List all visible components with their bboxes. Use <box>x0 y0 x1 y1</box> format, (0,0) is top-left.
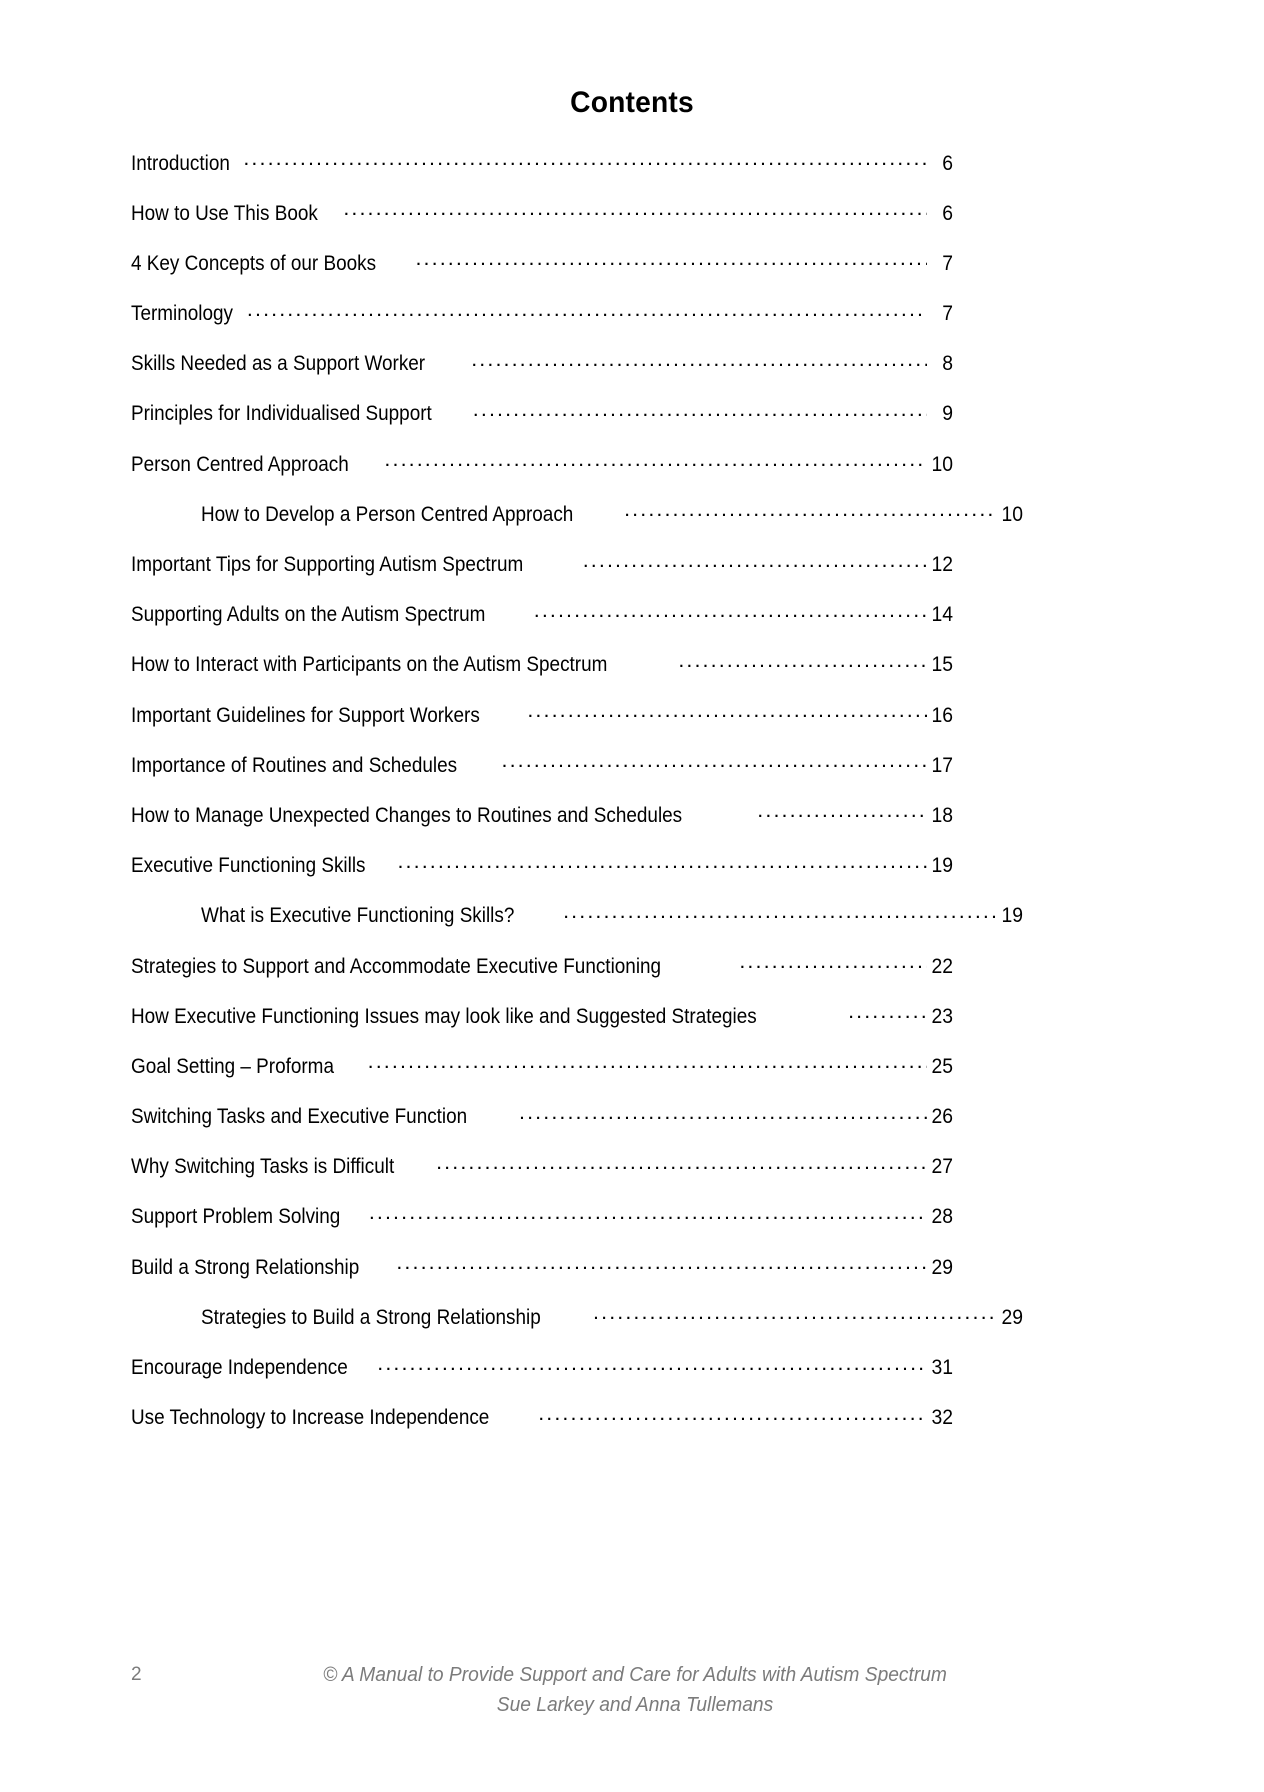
toc-leader-dots <box>436 1152 927 1174</box>
toc-entry-label: How to Manage Unexpected Changes to Routines and Schedules <box>131 802 683 827</box>
toc-entry[interactable] <box>131 750 953 800</box>
toc-entry[interactable] <box>131 901 1023 951</box>
toc-entry-label: How to Use This Book <box>131 200 318 225</box>
toc-entry-label: Build a Strong Relationship <box>131 1254 360 1279</box>
toc-entry[interactable] <box>131 800 953 850</box>
toc-entry-label: Importance of Routines and Schedules <box>131 752 458 777</box>
toc-entry[interactable] <box>131 399 953 449</box>
toc-leader-dots <box>473 399 927 421</box>
toc-leader-dots <box>384 449 927 471</box>
toc-entry-page-number: 10 <box>931 451 953 476</box>
toc-entry[interactable] <box>131 1001 953 1051</box>
toc-entry-page-number: 14 <box>931 602 953 627</box>
table-of-contents <box>131 148 1023 1453</box>
toc-entry-page-number: 6 <box>942 200 953 225</box>
toc-leader-dots <box>343 198 927 220</box>
toc-entry-label: 4 Key Concepts of our Books <box>131 250 377 275</box>
page-footer <box>0 1658 1264 1738</box>
toc-leader-dots <box>247 299 927 321</box>
toc-leader-dots <box>502 750 927 772</box>
toc-leader-dots <box>377 1353 927 1375</box>
toc-leader-dots <box>739 951 927 973</box>
toc-entry[interactable] <box>131 1353 953 1403</box>
toc-entry-label: How to Develop a Person Centred Approach <box>201 501 574 526</box>
toc-entry-page-number: 25 <box>931 1053 953 1078</box>
toc-entry-page-number: 32 <box>931 1405 953 1430</box>
footer-page-number: 2 <box>131 1664 142 1685</box>
toc-entry-label: Why Switching Tasks is Difficult <box>131 1154 395 1179</box>
toc-leader-dots <box>624 499 997 521</box>
toc-entry[interactable] <box>131 1252 953 1302</box>
toc-leader-dots <box>563 901 997 923</box>
footer-copyright <box>175 1660 1095 1720</box>
toc-entry-label: Important Guidelines for Support Workers <box>131 702 480 727</box>
toc-entry-page-number: 19 <box>1001 903 1023 928</box>
toc-entry[interactable] <box>131 198 953 248</box>
toc-entry-label: Strategies to Support and Accommodate Executive Functioning <box>131 953 662 978</box>
footer-copyright-line-1: © A Manual to Provide Support and Care for Adults with Autism Spectrum <box>323 1664 947 1686</box>
toc-entry-label: Introduction <box>131 150 230 175</box>
toc-entry-label: How to Interact with Participants on the Autism Spectrum <box>131 652 608 677</box>
toc-leader-dots <box>396 1252 927 1274</box>
toc-entry[interactable] <box>131 1102 953 1152</box>
toc-entry[interactable] <box>131 299 953 349</box>
toc-entry-page-number: 8 <box>942 351 953 376</box>
toc-entry[interactable] <box>131 600 953 650</box>
toc-entry-label: Switching Tasks and Executive Function <box>131 1104 468 1129</box>
toc-entry[interactable] <box>131 449 953 499</box>
toc-entry-label: Supporting Adults on the Autism Spectrum <box>131 602 486 627</box>
toc-entry-page-number: 10 <box>1001 501 1023 526</box>
toc-entry[interactable] <box>131 1403 953 1453</box>
toc-leader-dots <box>368 1051 927 1073</box>
toc-entry-label: Terminology <box>131 301 234 326</box>
toc-entry-label: Person Centred Approach <box>131 451 349 476</box>
toc-leader-dots <box>243 148 927 170</box>
toc-entry[interactable] <box>131 851 953 901</box>
toc-entry-page-number: 19 <box>931 853 953 878</box>
toc-entry[interactable] <box>131 248 953 298</box>
toc-entry-label: Principles for Individualised Support <box>131 401 432 426</box>
toc-entry-page-number: 9 <box>942 401 953 426</box>
toc-entry-label: Executive Functioning Skills <box>131 853 366 878</box>
toc-leader-dots <box>583 550 927 572</box>
toc-entry-page-number: 18 <box>931 802 953 827</box>
toc-leader-dots <box>369 1202 927 1224</box>
toc-leader-dots <box>678 650 927 672</box>
toc-entry[interactable] <box>131 951 953 1001</box>
toc-leader-dots <box>519 1102 927 1124</box>
toc-entry[interactable] <box>131 700 953 750</box>
toc-entry-page-number: 23 <box>931 1003 953 1028</box>
toc-entry-label: Goal Setting – Proforma <box>131 1053 334 1078</box>
toc-leader-dots <box>848 1001 927 1023</box>
toc-entry[interactable] <box>131 148 953 198</box>
toc-entry-label: Strategies to Build a Strong Relationship <box>201 1304 541 1329</box>
toc-leader-dots <box>471 349 927 371</box>
toc-entry-page-number: 22 <box>931 953 953 978</box>
toc-entry-label: Skills Needed as a Support Worker <box>131 351 426 376</box>
toc-entry[interactable] <box>131 499 1023 549</box>
toc-leader-dots <box>538 1403 927 1425</box>
toc-entry-page-number: 27 <box>931 1154 953 1179</box>
toc-entry[interactable] <box>131 650 953 700</box>
toc-leader-dots <box>397 851 927 873</box>
toc-entry-label: What is Executive Functioning Skills? <box>201 903 515 928</box>
toc-entry[interactable] <box>131 1152 953 1202</box>
toc-entry-page-number: 16 <box>931 702 953 727</box>
toc-leader-dots <box>415 248 927 270</box>
toc-entry-page-number: 12 <box>931 552 953 576</box>
toc-leader-dots <box>527 700 927 722</box>
toc-entry-page-number: 17 <box>931 752 953 777</box>
toc-leader-dots <box>757 800 927 822</box>
toc-entry[interactable] <box>131 1202 953 1252</box>
toc-entry-page-number: 6 <box>942 150 953 175</box>
page-title: Contents <box>570 86 694 119</box>
toc-entry-label: Important Tips for Supporting Autism Spectrum <box>131 552 524 576</box>
toc-entry-page-number: 31 <box>931 1355 953 1379</box>
toc-leader-dots <box>593 1302 997 1324</box>
toc-entry-page-number: 29 <box>931 1254 953 1279</box>
toc-entry-label: Support Problem Solving <box>131 1204 341 1229</box>
toc-entry[interactable] <box>131 1051 953 1101</box>
toc-entry-page-number: 26 <box>931 1104 953 1129</box>
footer-copyright-line-2: Sue Larkey and Anna Tullemans <box>496 1694 774 1716</box>
toc-entry-page-number: 15 <box>931 652 953 677</box>
toc-leader-dots <box>534 600 927 622</box>
toc-entry-page-number: 29 <box>1001 1304 1023 1329</box>
toc-entry-page-number: 7 <box>942 250 953 275</box>
toc-entry-label: Use Technology to Increase Independence <box>131 1405 490 1430</box>
toc-entry-page-number: 7 <box>942 301 953 326</box>
toc-entry-label: Encourage Independence <box>131 1355 348 1379</box>
toc-entry[interactable] <box>131 349 953 399</box>
toc-entry-page-number: 28 <box>931 1204 953 1229</box>
toc-entry[interactable] <box>131 550 953 600</box>
toc-entry-label: How Executive Functioning Issues may look like and Suggested Strategies <box>131 1003 757 1028</box>
toc-entry[interactable] <box>131 1302 1023 1352</box>
